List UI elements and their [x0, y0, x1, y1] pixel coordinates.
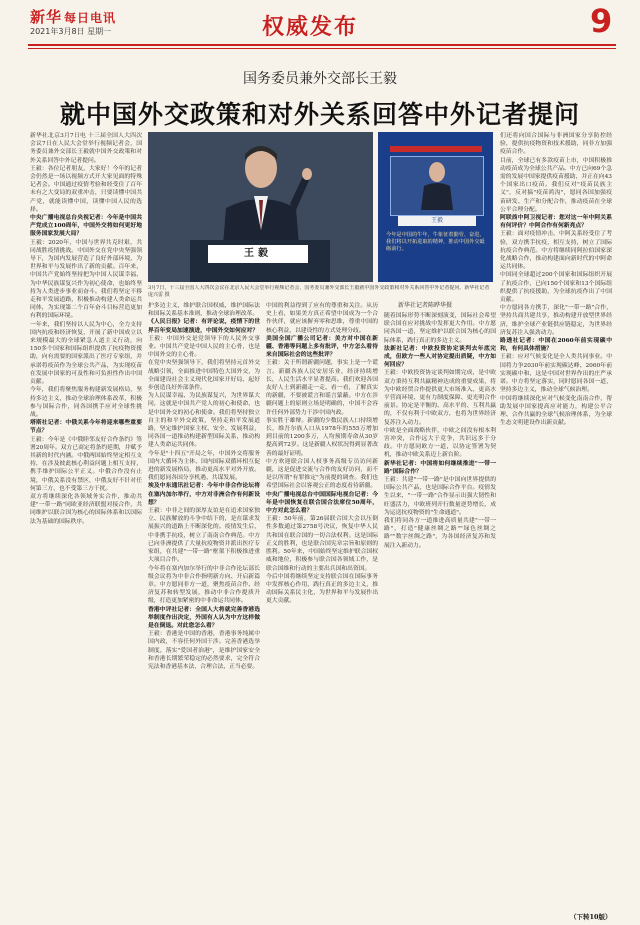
answer-paragraph: 王毅：应对气候变化是全人类共同事业。中国将力争2030年前实现碳达峰、2060年前实现碳中和，这是中国对世界作出的庄严承诺。中方将坚定落实，同时愿同各国一道，坚持多边主义，推动全球气候治理。 [500, 354, 612, 394]
question-paragraph: 新华社记者：中国将如何继续推进"一带一路"国际合作？ [384, 460, 496, 475]
answer-paragraph: 今年是"十四五"开局之年，中国外交将服务国内大循环为主体、国内国际双循环相互促进的新发展格局，推动更高水平对外开放。我们愿同各国分享机遇、共谋发展。 [148, 450, 260, 482]
answer-paragraph: 新华社北京3月7日电 十三届全国人大四次会议7日在人民大会堂举行视频记者会，国务委员兼外交部长王毅就中国外交政策和对外关系回答中外记者提问。 [30, 133, 142, 164]
question-paragraph: 香港中评社记者：全国人大将就完善香港选举制度作出决定，外国有人认为中方这样做是在倒退。对此您怎么看？ [148, 606, 260, 629]
brand-name: 每日电讯 [64, 11, 117, 25]
answer-paragraph: 事实胜于雄辩。新疆的少数民族人口持续增长，维吾尔族人口从1978年的555万增加到目前的1200多万，人均预期寿命从30岁提高到72岁。这是新疆人权状况得到显著改善的最好证明。 [266, 417, 378, 457]
masthead [0, 0, 640, 48]
answer-paragraph: 中方欢迎联合国人权事务高级专员访问新疆，这是促进交流与合作的友好访问，而不是以所谓"有罪推定"为前提的调查。我们也希望国际社会以客观公正的态度看待新疆。 [266, 458, 378, 490]
video-namebar: 王毅 [398, 216, 476, 226]
video-title-bar [390, 146, 482, 152]
question-paragraph: 美国全国广播公司记者：美方对中国在新疆、香港等问题上多有批评，中方怎么看待来自国际社会的这些批评？ [266, 335, 378, 359]
answer-paragraph: 王毅：香港是中国的香港，香港事务纯属中国内政，不容任何外国干涉。完善香港选举制度，落实"爱国者治港"，是维护国家安全和香港长期繁荣稳定的必然要求，完全符合宪法和香港基本法，合理合法，正当必要。 [148, 631, 260, 670]
answer-paragraph: 中国的利益得到了应有的尊重和关注。从历史上看，如果美方真正希望中国成为一个合作伙伴，就应该摒弃零和思维，尊重中国的核心利益，以建设性的方式处理分歧。 [266, 303, 378, 334]
answer-paragraph: 一年来，我们坚持以人民为中心，全力支持国内抗疫和经济恢复，开展了新中国成立以来规模最大的全球紧急人道主义行动，向150多个国家和国际组织提供了抗疫物资援助，向有需要的国家派出了医疗专家组，并承诺将疫苗作为全球公共产品，为实现疫苗在发展中国家的可及性和可负担性作出中国贡献。 [30, 321, 142, 386]
answer-paragraph: 王毅：共建"一带一路"是中国向世界提供的国际公共产品，也是国际合作平台。疫情发生以来，"一带一路"合作显示出强大韧性和旺盛活力，中欧班列开行数量逆势增长，成为运送抗疫物资的"生命通道"。 [384, 477, 496, 516]
answer-paragraph: 目前，全球已有多款疫苗上市，中国积极推动疫苗成为全球公共产品。中方已向69个急需的发展中国家提供疫苗援助，并正在向43个国家出口疫苗。我们反对"疫苗民族主义"，反对搞"疫苗鸿沟"，愿同各国加强疫苗研发、生产和分配合作，推动疫苗在全球公平合理分配。 [500, 157, 612, 213]
answer-paragraph: 双方将继续深化各领域务实合作，推动共建"一带一路"同欧亚经济联盟对接合作，共同维护以联合国为核心的国际体系和以国际法为基础的国际秩序。 [30, 493, 142, 525]
text-column-3 [266, 302, 378, 912]
question-paragraph: 《人民日报》记者：有评论说，疫情下的世界百年变局加速演进，中国外交如何应对？ [148, 319, 260, 334]
masthead-rule [28, 44, 616, 46]
article-headline: 就中国外交政策和对外关系回答中外记者提问 [59, 100, 580, 129]
question-paragraph: 中央广播电视总台央视记者：今年是中国共产党成立100周年，中国外交将如何更好地服务国家发展大局？ [30, 215, 142, 238]
answer-paragraph: 王毅：关于所谓新疆问题，事实上是一个谎言。新疆各族人民安居乐业，经济持续增长，人民生活水平显著提高。我们欢迎各国友好人士到新疆走一走、看一看，了解真实的新疆，不要被谎言和谣言蒙蔽。中方在涉疆问题上的原则立场是明确的，中国不会容许任何外部势力干涉中国内政。 [266, 360, 378, 416]
text-column-1 [30, 132, 142, 912]
answer-paragraph: 中国同全球超过200个国家和国际组织开展了抗疫合作，已向150个国家和13个国际组织提供了抗疫援助，为全球抗疫作出了中国贡献。 [500, 272, 612, 304]
answer-paragraph: 今年将在塞内加尔举行的中非合作论坛部长级会议将为中非合作指明新方向、开启新篇章。中方愿同非方一道，聚焦疫苗合作、经济复苏和转型发展，推动中非合作提质升级，打造更加紧密的中非命运共同体。 [148, 565, 260, 605]
answer-paragraph: 今年，我们将聚焦服务构建新发展格局，坚持多边主义，推动全球治理体系改革，积极参与国际合作，同各国携手应对全球性挑战。 [30, 387, 142, 418]
answer-paragraph: 王毅：中欧投资协定谈判如期完成，是中欧双方秉持互利共赢精神达成的重要成果，将为中欧经贸合作提供更大市场准入、更高水平营商环境、更有力制度保障、更光明合作前景。协定是平衡的、高水平的、互利共赢的，不仅有利于中欧双方，也将为世界经济复苏注入动力。 [384, 370, 496, 426]
text-column-2 [148, 302, 260, 912]
section-title: 权威发布 [262, 14, 359, 40]
answer-paragraph: 中欧是全面战略伙伴，中欧之间没有根本利害冲突，合作远大于竞争，共识远多于分歧。中方愿同欧方一道，以协定签署为契机，推动中欧关系迈上新台阶。 [384, 427, 496, 459]
answer-paragraph: 中国将继续深化应对气候变化南南合作，帮助发展中国家提高应对能力，构建公平合理、合作共赢的全球气候治理体系，为全球生态文明建设作出新贡献。 [500, 395, 612, 427]
brand-script: 新华 [30, 8, 63, 26]
issue-date: 2021年3月8日 星期一 [30, 27, 112, 36]
article-kicker: 国务委员兼外交部长王毅 [243, 71, 397, 87]
answer-paragraph: 在党中央坚强领导下，我们将坚持元首外交战略引领，全面推进中国特色大国外交，为全面建设社会主义现代化国家开好局、起好步创造良好外部条件。 [148, 360, 260, 392]
answer-paragraph: 为人民谋幸福、为民族谋复兴，为世界谋大同，这就是中国共产党人的初心和使命，也是中国外交的初心和使命。我们将坚持独立自主的和平外交政策，坚持走和平发展道路，坚定维护国家主权、安全、发展利益，同各国一道推动构建新型国际关系，推动构建人类命运共同体。 [148, 393, 260, 449]
answer-paragraph: 中方愿同各方携手，深化"一带一路"合作，坚持共商共建共享，推动构建开放型世界经济，维护全球产业链供应链稳定，为世界经济复苏注入强劲动力。 [500, 305, 612, 336]
answer-paragraph: 王毅：今年是《中俄睦邻友好合作条约》签署20周年。双方已商定将条约延期，并赋予其新的时代内涵。中俄两国始终坚定相互支持，在涉及彼此核心利益问题上相互支持，携手维护国际公平正义。中俄合作没有止境，中俄关系没有禁区，中俄友好不针对任何第三方，也不受第三方干扰。 [30, 436, 142, 492]
question-paragraph: 埃及中东通讯社记者：今年中非合作论坛将在塞内加尔举行，中方对非洲合作有何新设想？ [148, 483, 260, 506]
continued-note: （下转10版） [570, 913, 612, 921]
video-caption: 新华社记者陈晔华摄 [398, 302, 453, 309]
answer-paragraph: 护多边主义，维护联合国权威，维护国际法和国际关系基本准则，推动全球治理改革。 [148, 303, 260, 318]
question-paragraph: 法新社记者：中欧投资协定谈判去年底完成，但欧方一些人对协定提出质疑，中方如何回应？ [384, 345, 496, 369]
page-number: 9 [590, 2, 613, 40]
question-paragraph: 中央广播电视总台中国国际电视台记者：今年是中国恢复在联合国合法席位50周年，中方对此怎么看？ [266, 491, 378, 515]
question-paragraph: 阿联酋中阿卫视记者：您对这一年中阿关系有何评价？中阿合作有何新亮点？ [500, 215, 612, 230]
question-paragraph: 路透社记者：中国在2060年前实现碳中和，有何具体措施？ [500, 338, 612, 353]
answer-paragraph: 今后中国将继续坚定支持联合国在国际事务中发挥核心作用，践行真正的多边主义，推动国际关系民主化，为世界和平与发展作出更大贡献。 [266, 573, 378, 605]
text-column-5 [500, 132, 612, 910]
nameplate: 王毅 [208, 245, 308, 263]
answer-paragraph: 们还将向国合国际与非洲国家分享防控经验，提供抗疫物资和技术援助，同非方加强疫苗合作。 [500, 133, 612, 156]
answer-paragraph: 随着国际形势不断深刻演变，国际社会希望联合国在应对挑战中发挥更大作用。中方愿同各国一道，坚定维护以联合国为核心的国际体系，践行真正的多边主义。 [384, 313, 496, 344]
speaker-thumbnail [418, 158, 456, 210]
press-conference-photo [148, 132, 373, 282]
text-column-4 [384, 312, 496, 912]
answer-paragraph: 王毅：各位记者朋友，大家好！今年的记者会仍然是一场以视频方式开大家见面的特殊记者会。中国通过疫情考验和经受住了百年未有之大变局的双重冲击，只要读懂中国共产党，就能读懂中国，读懂中国人民的选择。 [30, 165, 142, 213]
newspaper-logo [30, 6, 116, 27]
masthead-rule-thin [28, 48, 616, 49]
answer-paragraph: 王毅：50年前，第26届联合国大会以压倒性多数通过第2758号决议，恢复中华人民共和国在联合国的一切合法权利。这是国际正义的胜利，也是联合国宪章宗旨和原则的胜利。50年来，中国始终坚定维护联合国权威和地位，积极参与联合国各领域工作，是联合国维和行动的主要出兵国和出资国。 [266, 516, 378, 572]
answer-paragraph: 王毅：中非之间的深厚友谊是在追求国家独立、民族解放的斗争中结下的，是在谋求发展振兴的道路上不断深化的。疫情发生后，中非携手抗疫，树立了南南合作典范。中方已向非洲提供了大量抗疫物资并派出医疗专家组，在共建"一带一路"框架下积极推进重大项目合作。 [148, 508, 260, 564]
question-paragraph: 塔斯社记者：中俄关系今年将迎来哪些重要节点？ [30, 420, 142, 435]
answer-paragraph: 我们将同各方一道推进高质量共建"一带一路"，打造"健康丝绸之路""绿色丝绸之路""数字丝绸之路"，为各国经济复苏和发展注入新动力。 [384, 518, 496, 549]
answer-paragraph: 王毅：面对疫情冲击，中阿关系经受住了考验，双方携手抗疫，相互支持，树立了国际抗疫合作典范。中方将继续同阿拉伯国家深化战略合作，推动构建面向新时代的中阿命运共同体。 [500, 231, 612, 271]
video-conference-screenshot [378, 132, 493, 282]
video-quote: 今年是中国的牛年，牛象征着勤劳、奋进，我们将以开拓进取的精神，推动中国外交砥砺前行。 [386, 232, 485, 252]
answer-paragraph: 王毅：2020年，中国与世界共克时艰，共同战胜疫情挑战。中国外交在党中央坚强领导下，为国内发展营造了良好外部环境，为世界和平与发展作出了新的贡献。百年来，中国共产党始终坚持把为中国人民谋幸福、为中华民族谋复兴作为初心使命，也始终坚持为人类进步事业而奋斗。我们将坚定不移走和平发展道路，积极推动构建人类命运共同体，为实现第二个百年奋斗目标营造更加有利的国际环境。 [30, 239, 142, 320]
photo-caption: 3月7日，十三届全国人大四次会议在北京人民大会堂举行视频记者会，国务委员兼外交部长王毅就中国外交政策和对外关系回答中外记者提问。新华社记者 庞兴雷 摄 [148, 285, 490, 298]
answer-paragraph: 王毅：中国外交是党领导下的人民外交事业。中国共产党是中国人民的主心骨，也是中国外交的主心骨。 [148, 335, 260, 359]
